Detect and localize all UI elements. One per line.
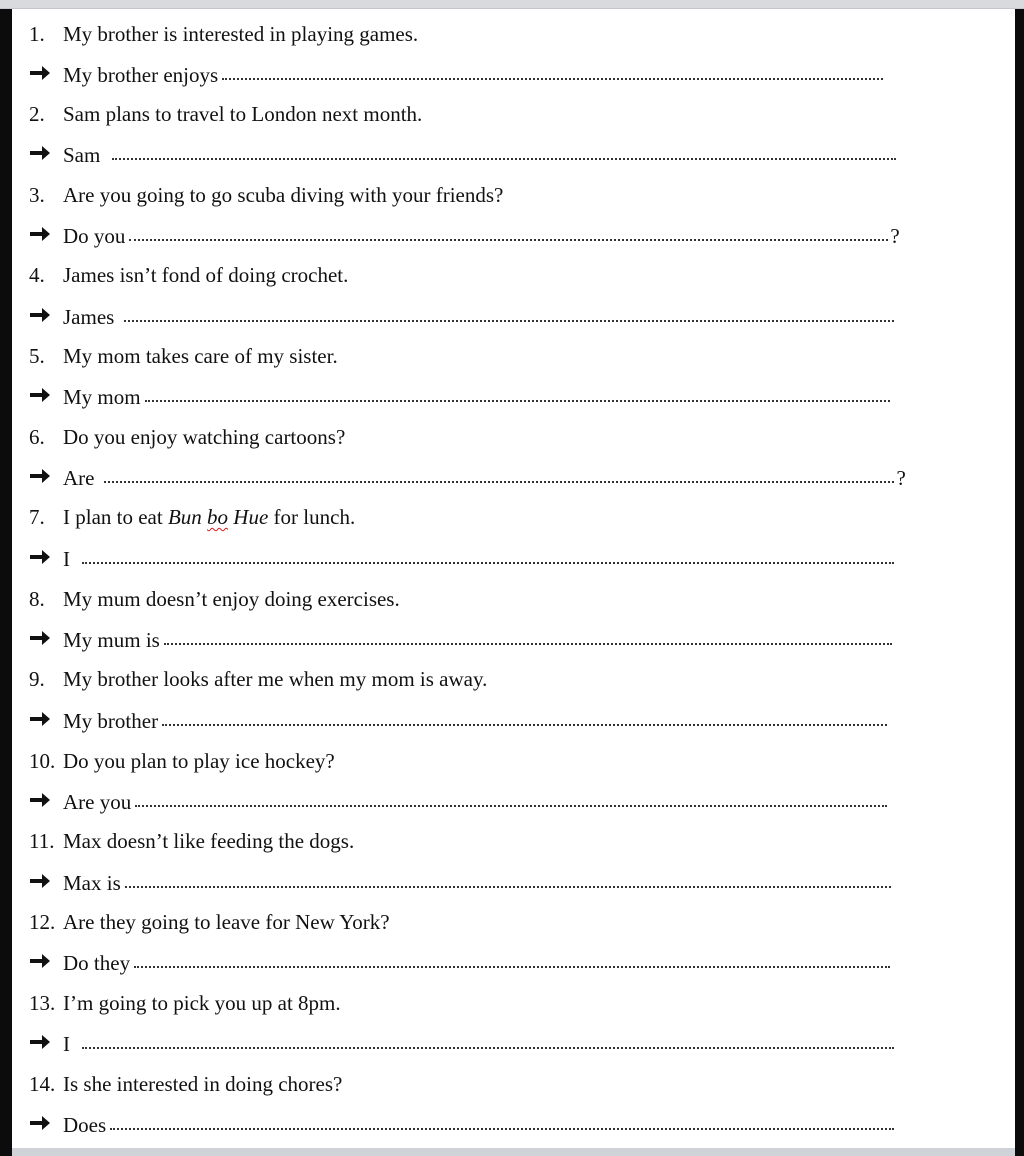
question-number: 12. [29,910,56,934]
answer-line[interactable] [162,723,887,726]
answer-prompt: Sam [63,143,101,167]
answer-line[interactable] [125,885,891,888]
right-arrow-icon [29,306,63,326]
question-text: Do you enjoy watching cartoons? [63,425,346,449]
question-number: 6. [29,425,45,449]
answer-4 [29,304,894,330]
right-arrow-icon [29,1114,63,1134]
question-4 [29,263,348,288]
right-arrow-icon [29,64,63,84]
question-10 [29,749,335,774]
question-number: 13. [29,991,56,1015]
answer-line[interactable] [222,77,883,80]
right-arrow-icon [29,952,63,972]
answer-9 [29,708,887,734]
answer-line[interactable] [82,561,894,564]
answer-11 [29,870,891,896]
question-text: My mum doesn’t enjoy doing exercises. [63,587,400,611]
question-mark: ? [896,466,906,490]
spellcheck-word: bo [207,505,229,529]
right-arrow-icon [29,791,63,811]
question-number: 1. [29,22,45,46]
answer-prompt: Do you [63,224,126,248]
right-arrow-icon [29,225,63,245]
right-arrow-icon [29,872,63,892]
answer-1 [29,62,883,88]
answer-line[interactable] [164,642,892,645]
question-text: My brother is interested in playing games. [63,22,419,46]
answer-prompt: My brother enjoys [63,63,219,87]
answer-13 [29,1031,894,1057]
answer-prompt: James [63,305,115,329]
right-arrow-icon [29,144,63,164]
answer-3 [29,223,900,249]
answer-line[interactable] [112,157,896,160]
answer-prompt: Max is [63,871,121,895]
answer-prompt: I [63,547,70,571]
question-text: Are you going to go scuba diving with your friends? [63,183,504,207]
answer-prompt: My mum is [63,628,160,652]
question-text: I plan to eat Bun bo Hue for lunch. [63,505,356,529]
question-text: My brother looks after me when my mom is away. [63,667,488,691]
right-arrow-icon [29,386,63,406]
answer-line[interactable] [135,804,887,807]
question-number: 2. [29,102,45,126]
answer-12 [29,950,890,976]
question-text: I’m going to pick you up at 8pm. [63,991,341,1015]
answer-5 [29,384,890,410]
answer-line[interactable] [145,399,890,402]
answer-prompt: My mom [63,385,141,409]
question-6 [29,425,345,450]
answer-line[interactable] [104,480,894,483]
answer-10 [29,789,887,815]
question-number: 10. [29,749,56,773]
question-text: Are they going to leave for New York? [63,910,390,934]
question-13 [29,991,341,1016]
right-arrow-icon [29,467,63,487]
answer-line[interactable] [124,319,894,322]
viewer-bottom-bar [12,1148,1015,1156]
answer-prompt: I [63,1032,70,1056]
question-number: 7. [29,505,45,529]
right-arrow-icon [29,629,63,649]
answer-prompt: Are you [63,790,132,814]
question-text: My mom takes care of my sister. [63,344,338,368]
question-text: Is she interested in doing chores? [63,1072,343,1096]
question-text: Sam plans to travel to London next month. [63,102,423,126]
right-arrow-icon [29,548,63,568]
answer-7 [29,546,894,572]
question-12 [29,910,390,935]
question-14 [29,1072,342,1097]
question-number: 14. [29,1072,56,1096]
answer-line[interactable] [82,1046,894,1049]
answer-line[interactable] [129,238,888,241]
answer-prompt: Are [63,466,95,490]
question-number: 3. [29,183,45,207]
question-9 [29,667,487,692]
dish-name: Bun bo Hue [167,505,269,529]
question-2 [29,102,422,127]
answer-prompt: Do they [63,951,131,975]
question-3 [29,183,503,208]
viewer-top-bar [0,0,1024,9]
right-arrow-icon [29,1033,63,1053]
question-number: 4. [29,263,45,287]
question-mark: ? [890,224,900,248]
question-number: 5. [29,344,45,368]
answer-14 [29,1112,894,1138]
right-arrow-icon [29,710,63,730]
answer-8 [29,627,892,653]
answer-2 [29,142,896,168]
answer-line[interactable] [134,965,890,968]
question-7 [29,505,355,530]
question-5 [29,344,338,369]
answer-prompt: My brother [63,709,159,733]
answer-line[interactable] [110,1127,894,1130]
document-page [12,9,1015,1148]
question-1 [29,22,418,47]
question-number: 8. [29,587,45,611]
question-number: 11. [29,829,55,853]
question-text: Max doesn’t like feeding the dogs. [63,829,355,853]
question-8 [29,587,400,612]
answer-6 [29,465,906,491]
question-text: James isn’t fond of doing crochet. [63,263,349,287]
question-text: Do you plan to play ice hockey? [63,749,335,773]
question-11 [29,829,354,854]
answer-prompt: Does [63,1113,107,1137]
question-number: 9. [29,667,45,691]
